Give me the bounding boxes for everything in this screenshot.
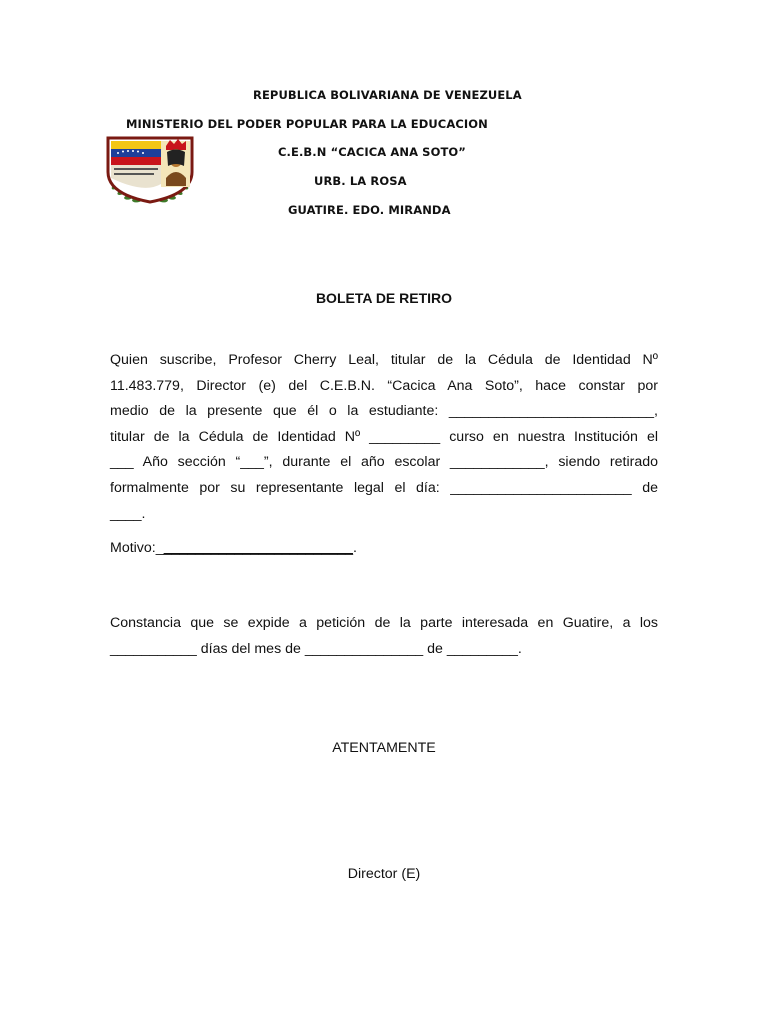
- header-ministry: MINISTERIO DEL PODER POPULAR PARA LA EDUCACION: [126, 117, 488, 131]
- closing-text: ATENTAMENTE: [332, 740, 436, 756]
- motivo-label: Motivo:_: [110, 540, 164, 556]
- header-republic: REPUBLICA BOLIVARIANA DE VENEZUELA: [253, 88, 522, 102]
- body-line: formalmente por su representante legal el día: _______________________ de: [110, 479, 658, 496]
- constancia-line: ___________ días del mes de _______________ de _________.: [110, 640, 522, 657]
- motivo-end: .: [353, 540, 357, 556]
- motivo-blank: ________________________: [163, 540, 353, 556]
- body-line: ____.: [110, 505, 146, 522]
- body-paragraph: [110, 348, 658, 527]
- document-title: BOLETA DE RETIRO: [315, 290, 453, 306]
- body-line: titular de la Cédula de Identidad Nº _________ curso en nuestra Institución el: [110, 428, 658, 445]
- school-crest-icon: [104, 128, 196, 208]
- signature-title: Director (E): [347, 866, 421, 882]
- motivo-line: [110, 540, 357, 556]
- body-line: Quien suscribe, Profesor Cherry Leal, titular de la Cédula de Identidad Nº: [110, 352, 658, 368]
- header-neighborhood: URB. LA ROSA: [314, 174, 407, 188]
- header-city: GUATIRE. EDO. MIRANDA: [288, 203, 451, 217]
- body-line: ___ Año sección “___”, durante el año escolar ____________, siendo retirado: [110, 454, 658, 471]
- header-school: C.E.B.N “CACICA ANA SOTO”: [278, 145, 466, 159]
- constancia-paragraph: [110, 611, 658, 662]
- constancia-line: Constancia que se expide a petición de la parte interesada en Guatire, a los: [110, 615, 658, 631]
- body-line: 11.483.779, Director (e) del C.E.B.N. “Cacica Ana Soto”, hace constar por: [110, 377, 658, 394]
- body-line: medio de la presente que él o la estudiante: __________________________,: [110, 403, 658, 420]
